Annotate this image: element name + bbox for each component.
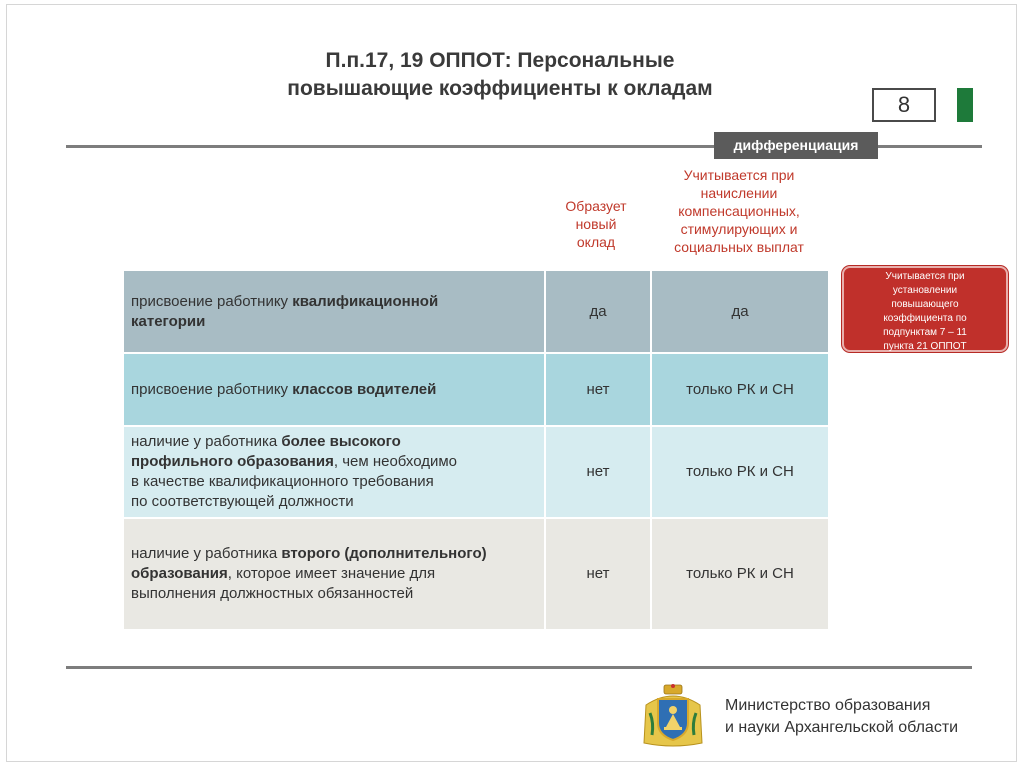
column-header-forms-salary: Образует новый оклад xyxy=(565,198,627,250)
criterion-text: присвоение работнику xyxy=(131,292,293,310)
brand-bar xyxy=(957,88,973,122)
column-header-counted-in: Учитывается при начислении компенсационных, стимулирующих и социальных выплат xyxy=(674,167,804,255)
forms-salary-cell: нет xyxy=(545,353,651,426)
counted-in-cell: только РК и СН xyxy=(651,353,829,426)
criterion-text-bold: профильного образования xyxy=(131,453,334,470)
red-note-box: Учитывается при установлении повышающего коэффициента по подпунктам 7 – 11 пункта 21 ОППОТ xyxy=(842,266,1008,352)
criterion-line xyxy=(131,564,538,584)
table-row xyxy=(123,426,829,518)
coefficients-table xyxy=(122,269,830,631)
criterion-line xyxy=(131,584,538,604)
criterion-cell xyxy=(123,518,545,630)
criterion-line xyxy=(131,472,538,492)
criterion-text-bold: квалификационной xyxy=(292,292,439,310)
criterion-text: в качестве квалификационного требования xyxy=(131,473,434,490)
table-row xyxy=(123,353,829,426)
forms-salary-cell: нет xyxy=(545,426,651,518)
criterion-text: присвоение работнику xyxy=(131,380,293,398)
forms-salary-cell: нет xyxy=(545,518,651,630)
criterion-text-bold: второго (дополнительного) xyxy=(281,545,487,562)
criterion-text: выполнения должностных обязанностей xyxy=(131,585,414,602)
title-line-2: повышающие коэффициенты к окладам xyxy=(287,77,713,100)
counted-in-cell: только РК и СН xyxy=(651,518,829,630)
counted-in-cell: да xyxy=(651,270,829,353)
criterion-line xyxy=(131,544,538,564)
counted-in-cell: только РК и СН xyxy=(651,426,829,518)
criterion-text: по соответствующей должности xyxy=(131,493,354,510)
criterion-line xyxy=(131,432,538,452)
criterion-text-bold: образования xyxy=(131,565,228,582)
criterion-cell xyxy=(123,353,545,426)
criterion-line xyxy=(131,312,538,332)
slide-title xyxy=(240,47,760,103)
criterion-text-bold: категории xyxy=(131,312,206,330)
coat-of-arms-icon xyxy=(640,683,706,749)
criterion-text: наличие у работника xyxy=(131,545,282,562)
criterion-text-bold: более высокого xyxy=(281,433,401,450)
criterion-line xyxy=(131,380,538,400)
table-row xyxy=(123,270,829,353)
criterion-text: , которое имеет значение для xyxy=(227,565,436,582)
criterion-text: наличие у работника xyxy=(131,433,282,450)
bottom-divider xyxy=(66,666,972,669)
differentiation-badge: дифференциация xyxy=(714,132,878,159)
criterion-line xyxy=(131,452,538,472)
criterion-line xyxy=(131,492,538,512)
criterion-text-bold: классов водителей xyxy=(292,380,437,398)
table-row xyxy=(123,518,829,630)
forms-salary-cell: да xyxy=(545,270,651,353)
title-line-1: П.п.17, 19 ОППОТ: Персональные xyxy=(325,49,675,72)
criterion-text: , чем необходимо xyxy=(333,453,458,470)
ministry-name: Министерство образования и науки Архангельской области xyxy=(725,697,959,736)
criterion-line xyxy=(131,292,538,312)
criterion-cell xyxy=(123,270,545,353)
page-number: 8 xyxy=(872,88,936,122)
criterion-cell xyxy=(123,426,545,518)
